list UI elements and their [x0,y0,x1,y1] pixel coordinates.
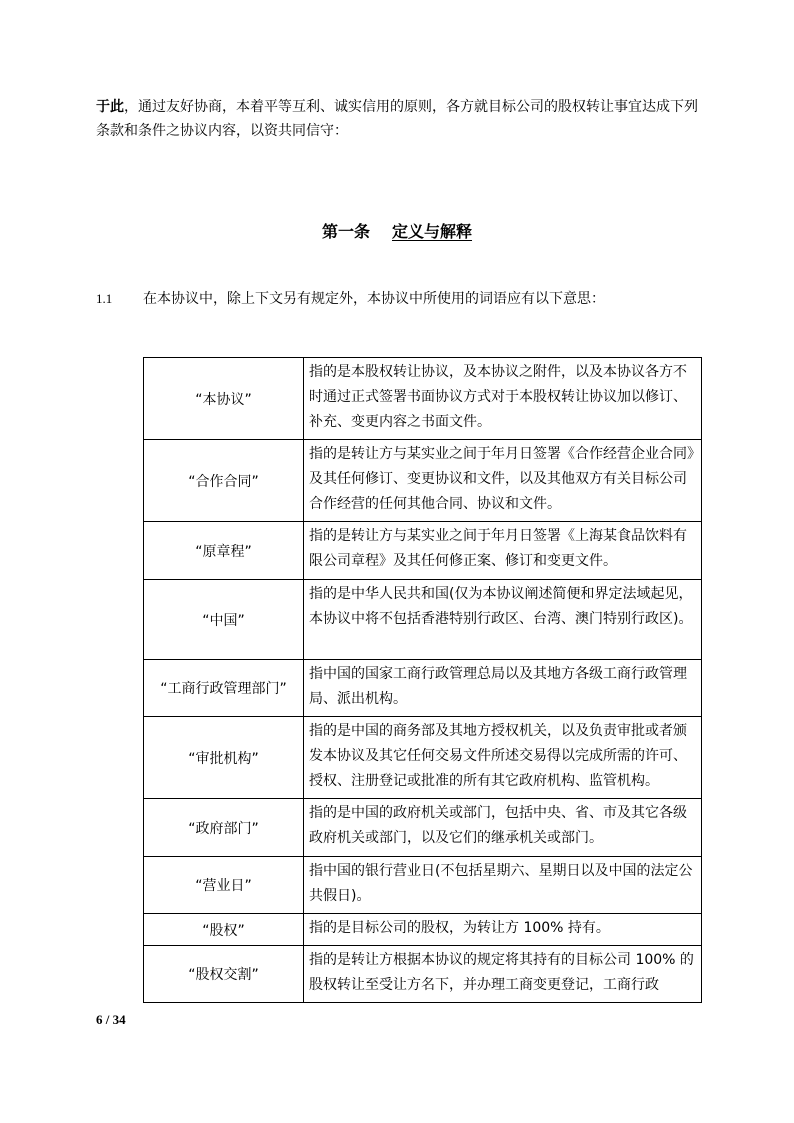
table-row [144,914,702,946]
clause-1-1 [96,288,716,310]
definitions-table [143,357,702,1003]
definition-term: “中国” [144,580,304,660]
definition-term: “审批机构” [144,717,304,799]
table-row [144,580,702,660]
definition-meaning: 指的是转让方与某实业之间于年月日签署《上海某食品饮料有限公司章程》及其任何修正案、修订和变更文件。 [304,522,702,580]
clause-text: 在本协议中，除上下文另有规定外，本协议中所使用的词语应有以下意思： [143,291,605,307]
page-number: 6 / 34 [96,1012,126,1027]
table-row [144,358,702,440]
definition-meaning: 指的是转让方根据本协议的规定将其持有的目标公司 100% 的股权转让至受让方名下，并办理工商变更登记，工商行政 [304,946,702,1003]
table-row [144,660,702,717]
clause-number: 1.1 [96,291,113,306]
definition-term: “营业日” [144,857,304,914]
definition-meaning: 指的是中华人民共和国(仅为本协议阐述简便和界定法域起见，本协议中将不包括香港特别行政区、台湾、澳门特别行政区)。 [304,580,702,660]
table-row [144,717,702,799]
definition-meaning: 指的是中国的商务部及其地方授权机关，以及负责审批或者颁发本协议及其它任何交易文件所述交易得以完成所需的许可、授权、注册登记或批准的所有其它政府机构、监管机构。 [304,717,702,799]
definition-term: “工商行政管理部门” [144,660,304,717]
table-row [144,440,702,522]
definition-meaning: 指的是转让方与某实业之间于年月日签署《合作经营企业合同》及其任何修订、变更协议和文件，以及其他双方有关目标公司合作经营的任何其他合同、协议和文件。 [304,440,702,522]
intro-paragraph [96,95,706,143]
definition-term: “本协议” [144,358,304,440]
intro-text: ，通过友好协商，本着平等互利、诚实信用的原则，各方就目标公司的股权转让事宜达成下列条款和条件之协议内容，以资共同信守： [96,99,698,139]
definition-meaning: 指中国的国家工商行政管理总局以及其地方各级工商行政管理局、派出机构。 [304,660,702,717]
definition-meaning: 指的是目标公司的股权，为转让方 100% 持有。 [304,914,702,946]
article-heading [0,220,794,244]
definition-term: “合作合同” [144,440,304,522]
definition-term: “政府部门” [144,799,304,857]
definition-term: “股权交割” [144,946,304,1003]
definition-term: “股权” [144,914,304,946]
definition-meaning: 指的是本股权转让协议，及本协议之附件，以及本协议各方不时通过正式签署书面协议方式对于本股权转让协议加以修订、补充、变更内容之书面文件。 [304,358,702,440]
definition-term: “原章程” [144,522,304,580]
article-title: 定义与解释 [392,222,473,241]
table-row [144,857,702,914]
table-row [144,799,702,857]
table-row [144,522,702,580]
table-row [144,946,702,1003]
definition-meaning: 指的是中国的政府机关或部门，包括中央、省、市及其它各级政府机关或部门，以及它们的继承机关或部门。 [304,799,702,857]
definition-meaning: 指中国的银行营业日(不包括星期六、星期日以及中国的法定公共假日)。 [304,857,702,914]
article-number: 第一条 [321,222,370,241]
intro-lead: 于此 [96,99,124,115]
